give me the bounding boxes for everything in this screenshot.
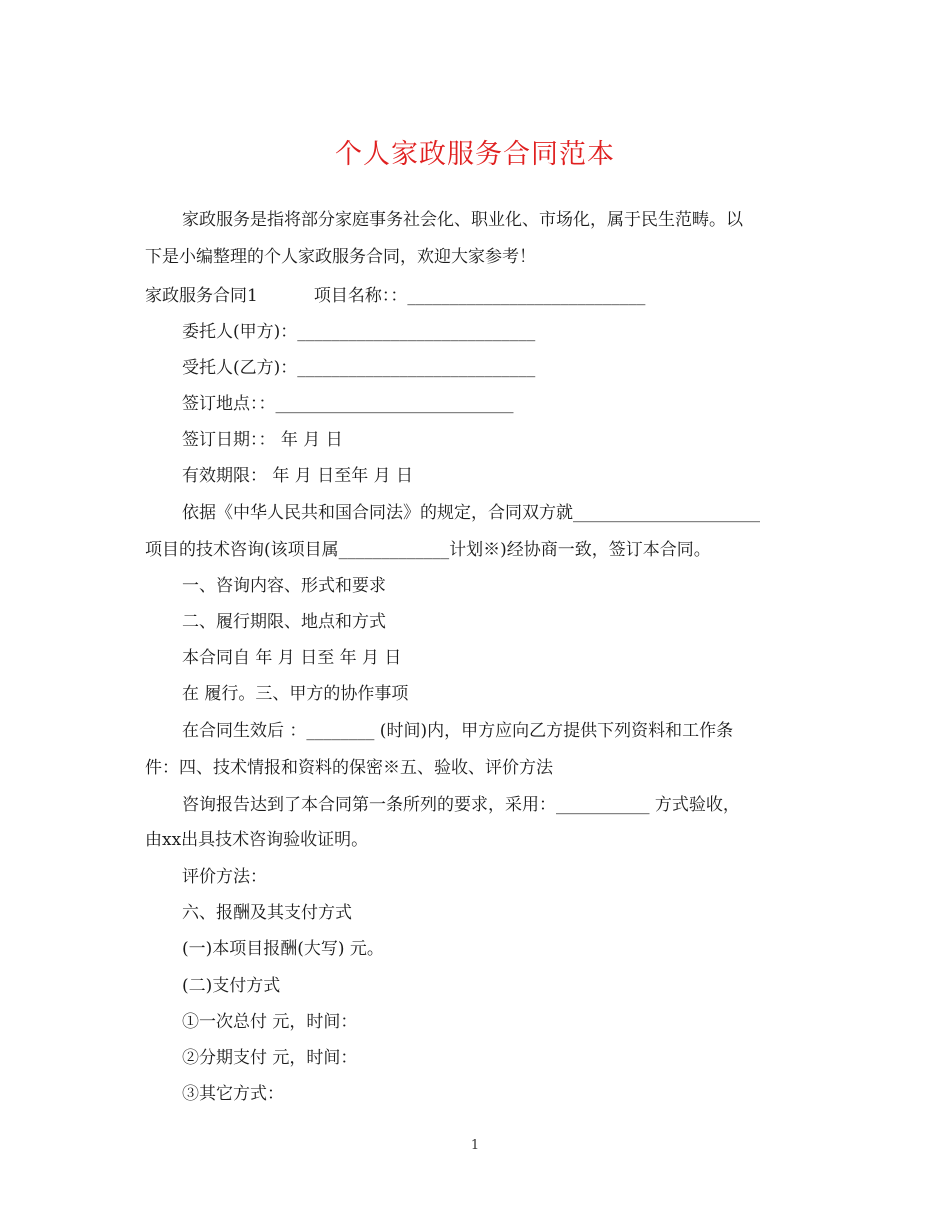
evaluation-method: 评价方法： — [182, 867, 267, 887]
payment-lump-sum: ①一次总付 元，时间： — [182, 1012, 358, 1032]
validity-period: 有效期限： 年 月 日至年 月 日 — [182, 466, 414, 486]
acceptance-line-1: 咨询报告达到了本合同第一条所列的要求，采用：___________ 方式验收， — [182, 795, 740, 815]
intro-line-1: 家政服务是指将部分家庭事务社会化、职业化、市场化，属于民生范畴。以 — [182, 210, 743, 230]
cooperation-line-2: 件：四、技术情报和资料的保密※五、验收、评价方法 — [145, 758, 553, 778]
remuneration-amount: (一)本项目报酬(大写) 元。 — [182, 939, 384, 959]
performance-place: 在 履行。三、甲方的协作事项 — [182, 684, 409, 704]
trustee-party-b: 受托人(乙方)：____________________________ — [182, 358, 536, 378]
document-title: 个人家政服务合同范本 — [335, 139, 615, 170]
section-six-heading: 六、报酬及其支付方式 — [182, 903, 352, 923]
intro-line-2: 下是小编整理的个人家政服务合同，欢迎大家参考！ — [145, 247, 536, 267]
contract-term: 本合同自 年 月 日至 年 月 日 — [182, 648, 402, 668]
project-name-field: 项目名称：：____________________________ — [313, 286, 646, 306]
acceptance-line-2: 由xx出具技术咨询验收证明。 — [145, 830, 369, 850]
contract-number: 家政服务合同1 — [145, 286, 258, 306]
client-party-a: 委托人(甲方)：____________________________ — [182, 322, 536, 342]
cooperation-line-1: 在合同生效后 ：________ (时间)内，甲方应向乙方提供下列资料和工作条 — [182, 721, 734, 741]
contract-basis-line-1: 依据《中华人民共和国合同法》的规定，合同双方就______________________ — [182, 503, 760, 523]
signing-place: 签订地点：：____________________________ — [182, 394, 514, 414]
section-two-heading: 二、履行期限、地点和方式 — [182, 612, 386, 632]
payment-installments: ②分期支付 元，时间： — [182, 1048, 358, 1068]
payment-method-heading: (二)支付方式 — [182, 976, 281, 996]
contract-heading-line — [145, 285, 645, 307]
signing-date: 签订日期：： 年 月 日 — [182, 430, 343, 450]
section-one-heading: 一、咨询内容、形式和要求 — [182, 576, 386, 596]
payment-other: ③其它方式： — [182, 1084, 284, 1104]
contract-basis-line-2: 项目的技术咨询(该项目属_____________计划※)经协商一致，签订本合同。 — [145, 540, 711, 560]
page-number: 1 — [470, 1138, 480, 1153]
